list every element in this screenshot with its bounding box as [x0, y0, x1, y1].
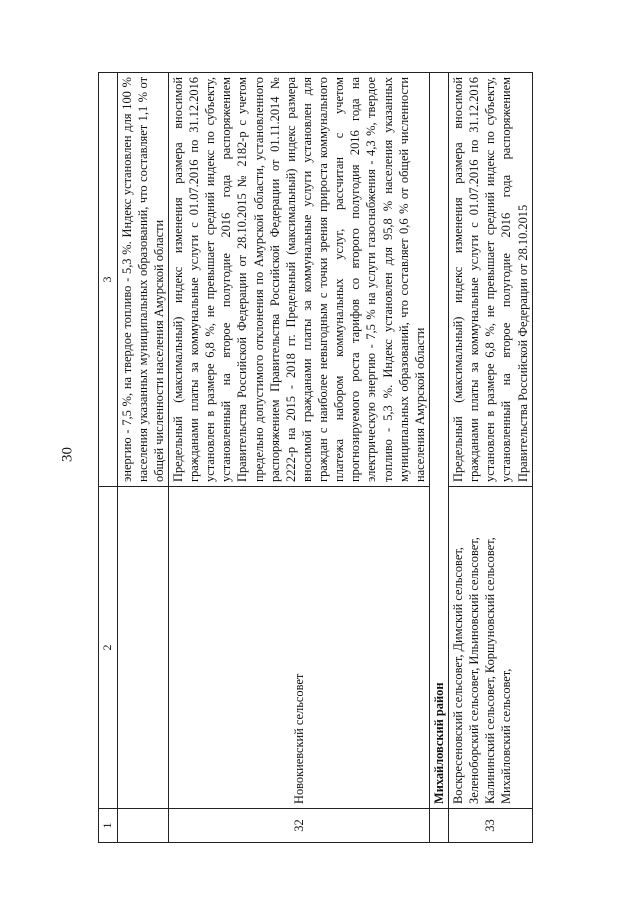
table-row-continuation — [117, 73, 168, 843]
description-text: Предельный (максимальный) индекс изменения размера вносимой гражданами платы за коммунальные услуги с 01.07.2016 по 31.12.2016 установлен в размере 6,8 %, не превышает средний индекс по субъекту, установленный на второе полугодие 2016 года распоряжением Правительства Российской Федерации от 28.10.2015 — [451, 77, 530, 482]
municipality-cell: Воскресеновский сельсовет, Димский сельсовет, Зеленоборский сельсовет, Ильиновский сельсовет, Калининский сельсовет, Коршуновский сельсовет, Михайловский сельсовет, — [449, 487, 533, 809]
table-row-33 — [449, 73, 533, 843]
header-col-2: 2 — [99, 487, 118, 809]
table-row-32 — [168, 73, 429, 843]
region-title: Михайловский район — [431, 682, 446, 804]
header-col-1: 1 — [99, 809, 118, 843]
municipality-cell — [117, 487, 168, 809]
page-number: 30 — [59, 447, 76, 462]
municipality-cell: Новокиевский сельсовет — [168, 487, 429, 809]
row-number-cell: 33 — [449, 809, 533, 843]
description-text: Предельный (максимальный) индекс изменения размера вносимой гражданами платы за коммунальные услуги с 01.07.2016 по 31.12.2016 установлен в размере 6,8 %, не превышает средний индекс по субъекту, установленный на второе полугодие 2016 года распоряжением Правительства Российской Федерации от 28.10.2015 № 2182-р с учетом предельно допустимого отклонения по Амурской области, установленного распоряжением Правительства Российской Федерации от 01.11.2014 № 2222-р на 2015 - 2018 гг. Предельный (максимальный) индекс размера вносимой гражданами платы за коммунальные услуги установлен для граждан с наиболее невыгодным с точки зрения прироста коммунального платежа набором коммунальных услуг, рассчитан с учетом прогнозируемого роста тарифов со второго полугодия 2016 года на электрическую энергию - 7,5 % на услуги газоснабжения - 4,3 %, твердое топливо - 5,3 %. Индекс установлен для 95,8 % населения указанных муниципальных образований, что составляет 0,6 % от общей численности населения Амурской области — [170, 77, 427, 482]
row-number-cell — [117, 809, 168, 843]
description-cell — [449, 73, 533, 487]
tariff-index-table — [98, 72, 533, 843]
description-cell — [168, 73, 429, 487]
table-row-region — [429, 73, 448, 843]
description-cell — [117, 73, 168, 487]
row-number-cell: 32 — [168, 809, 429, 843]
description-text: энергию - 7,5 %, на твердое топливо - 5,3 %. Индекс установлен для 100 % населения указанных муниципальных образований, что составляет 1,1 % от общей численности населения Амурской области — [119, 77, 166, 482]
rotated-page-content — [98, 73, 584, 843]
table-header-row — [99, 73, 118, 843]
header-col-3: 3 — [99, 73, 118, 487]
region-header-cell — [429, 73, 448, 809]
row-number-cell — [429, 809, 448, 843]
